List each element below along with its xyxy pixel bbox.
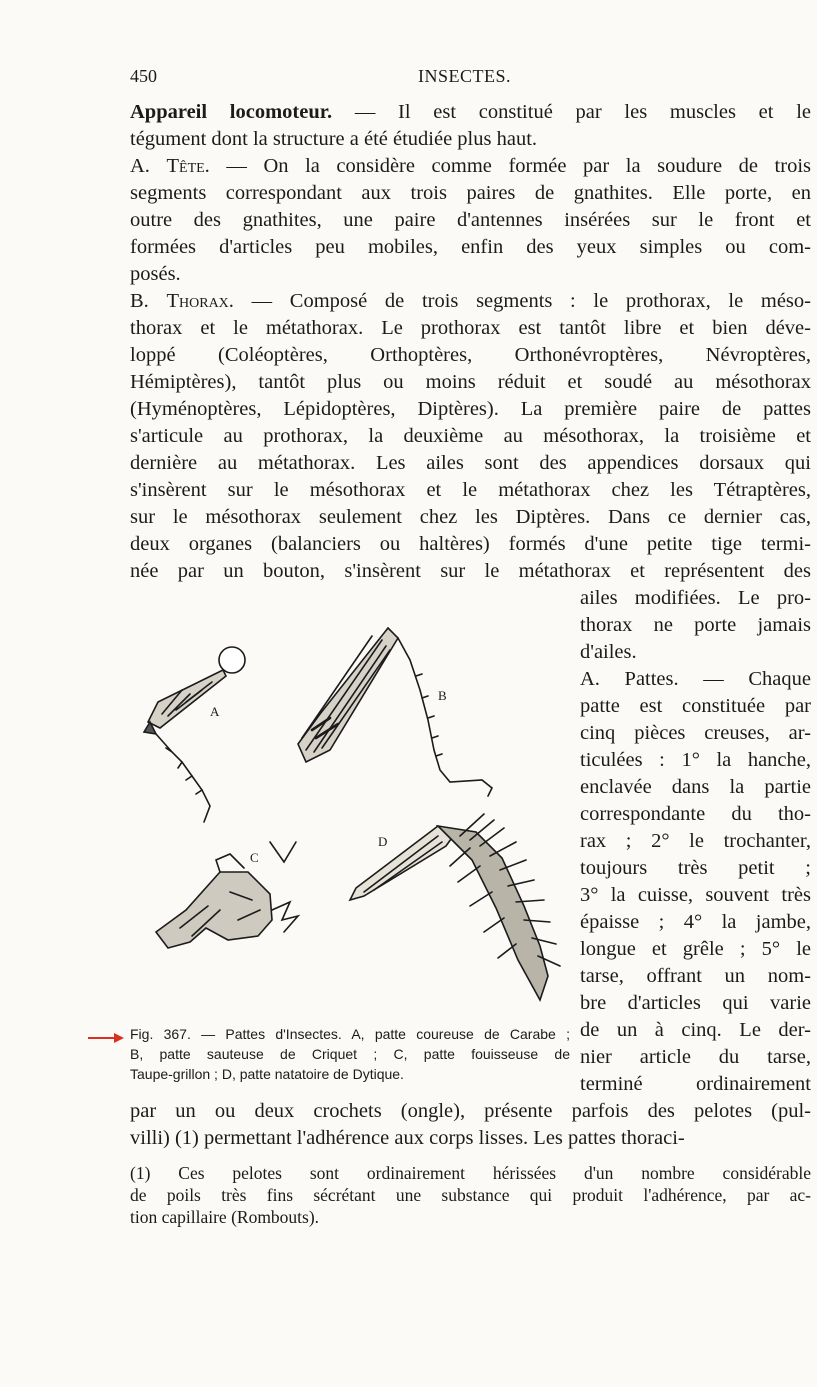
side-line: toujours très petit ; bbox=[580, 857, 811, 879]
label-b: B bbox=[438, 688, 447, 703]
side-line: ticulées : 1° la hanche, bbox=[580, 749, 811, 771]
body-line: s'insèrent sur le mésothorax et le métathorax chez les Tétraptères, bbox=[130, 479, 811, 501]
body-line: née par un bouton, s'insèrent sur le métathorax et représentent des bbox=[130, 560, 811, 582]
body-line: sur le mésothorax seulement chez les Diptères. Dans ce dernier cas, bbox=[130, 506, 811, 528]
label-a: A bbox=[210, 704, 220, 719]
body-line: tégument dont la structure a été étudiée plus haut. bbox=[130, 128, 538, 150]
body-line: A. Tête. — On la considère comme formée par la soudure de trois bbox=[130, 155, 811, 177]
body-line: dernière au métathorax. Les ailes sont des appendices dorsaux qui bbox=[130, 452, 811, 474]
running-title: INSECTES. bbox=[418, 66, 512, 86]
leg-b-illustration bbox=[298, 628, 492, 796]
side-line: bre d'articles qui varie bbox=[580, 992, 811, 1014]
side-line: rax ; 2° le trochanter, bbox=[580, 830, 811, 852]
caption-line: Taupe-grillon ; D, patte natatoire de Dytique. bbox=[130, 1066, 404, 1082]
body-line: s'articule au prothorax, la deuxième au mésothorax, la troisième et bbox=[130, 425, 811, 447]
side-line: enclavée dans la partie bbox=[580, 776, 811, 798]
body-line: par un ou deux crochets (ongle), présente parfois des pelotes (pul- bbox=[130, 1100, 811, 1122]
label-c: C bbox=[250, 850, 259, 865]
body-line: outre des gnathites, une paire d'antennes insérées sur le front et bbox=[130, 209, 811, 231]
side-line: patte est constituée par bbox=[580, 695, 811, 717]
running-header bbox=[130, 66, 810, 92]
side-line: A. Pattes. — Chaque bbox=[580, 668, 811, 690]
leg-c-illustration bbox=[156, 842, 298, 948]
page-number: 450 bbox=[130, 66, 157, 86]
body-line: formées d'articles peu mobiles, enfin des yeux simples ou com- bbox=[130, 236, 811, 258]
side-line: ailes modifiées. Le pro- bbox=[580, 587, 811, 609]
body-line: Hémiptères), tantôt plus ou moins réduit et soudé au mésothorax bbox=[130, 371, 811, 393]
side-line: nier article du tarse, bbox=[580, 1046, 811, 1068]
body-line: thorax et le métathorax. Le prothorax est tantôt libre et bien déve- bbox=[130, 317, 811, 339]
side-line: cinq pièces creuses, ar- bbox=[580, 722, 811, 744]
body-line: B. Thorax. — Composé de trois segments : le prothorax, le méso- bbox=[130, 290, 811, 312]
footnote-line: (1) Ces pelotes sont ordinairement hérissées d'un nombre considérable bbox=[130, 1163, 811, 1183]
insect-legs-figure bbox=[120, 610, 570, 1030]
side-line: longue et grêle ; 5° le bbox=[580, 938, 811, 960]
side-line: d'ailes. bbox=[580, 641, 637, 663]
body-line: deux organes (balanciers ou haltères) formés d'une petite tige termi- bbox=[130, 533, 811, 555]
figure-caption bbox=[130, 1024, 570, 1084]
side-line: thorax ne porte jamais bbox=[580, 614, 811, 636]
body-line: (Hyménoptères, Lépidoptères, Diptères). La première paire de pattes bbox=[130, 398, 811, 420]
side-line: tarse, offrant un nom- bbox=[580, 965, 811, 987]
side-line: correspondante du tho- bbox=[580, 803, 811, 825]
red-arrow-icon bbox=[86, 1031, 126, 1045]
side-line: épaisse ; 4° la jambe, bbox=[580, 911, 811, 933]
body-line: Appareil locomoteur. — Il est constitué par les muscles et le bbox=[130, 101, 811, 123]
footnote-line: tion capillaire (Rombouts). bbox=[130, 1207, 320, 1227]
caption-line: Fig. 367. — Pattes d'Insectes. A, patte coureuse de Carabe ; bbox=[130, 1026, 570, 1042]
side-line: de un à cinq. Le der- bbox=[580, 1019, 811, 1041]
body-line: posés. bbox=[130, 263, 181, 285]
side-line: terminé ordinairement bbox=[580, 1073, 811, 1095]
leg-a-illustration bbox=[144, 647, 245, 822]
body-line: segments correspondant aux trois paires de gnathites. Elle porte, en bbox=[130, 182, 811, 204]
side-line: 3° la cuisse, souvent très bbox=[580, 884, 811, 906]
body-line: loppé (Coléoptères, Orthoptères, Orthonévroptères, Névroptères, bbox=[130, 344, 811, 366]
body-line: villi) (1) permettant l'adhérence aux corps lisses. Les pattes thoraci- bbox=[130, 1127, 685, 1149]
label-d: D bbox=[378, 834, 388, 849]
footnote-line: de poils très fins sécrétant une substance qui produit l'adhérence, par ac- bbox=[130, 1185, 811, 1205]
caption-line: B, patte sauteuse de Criquet ; C, patte fouisseuse de bbox=[130, 1046, 570, 1062]
